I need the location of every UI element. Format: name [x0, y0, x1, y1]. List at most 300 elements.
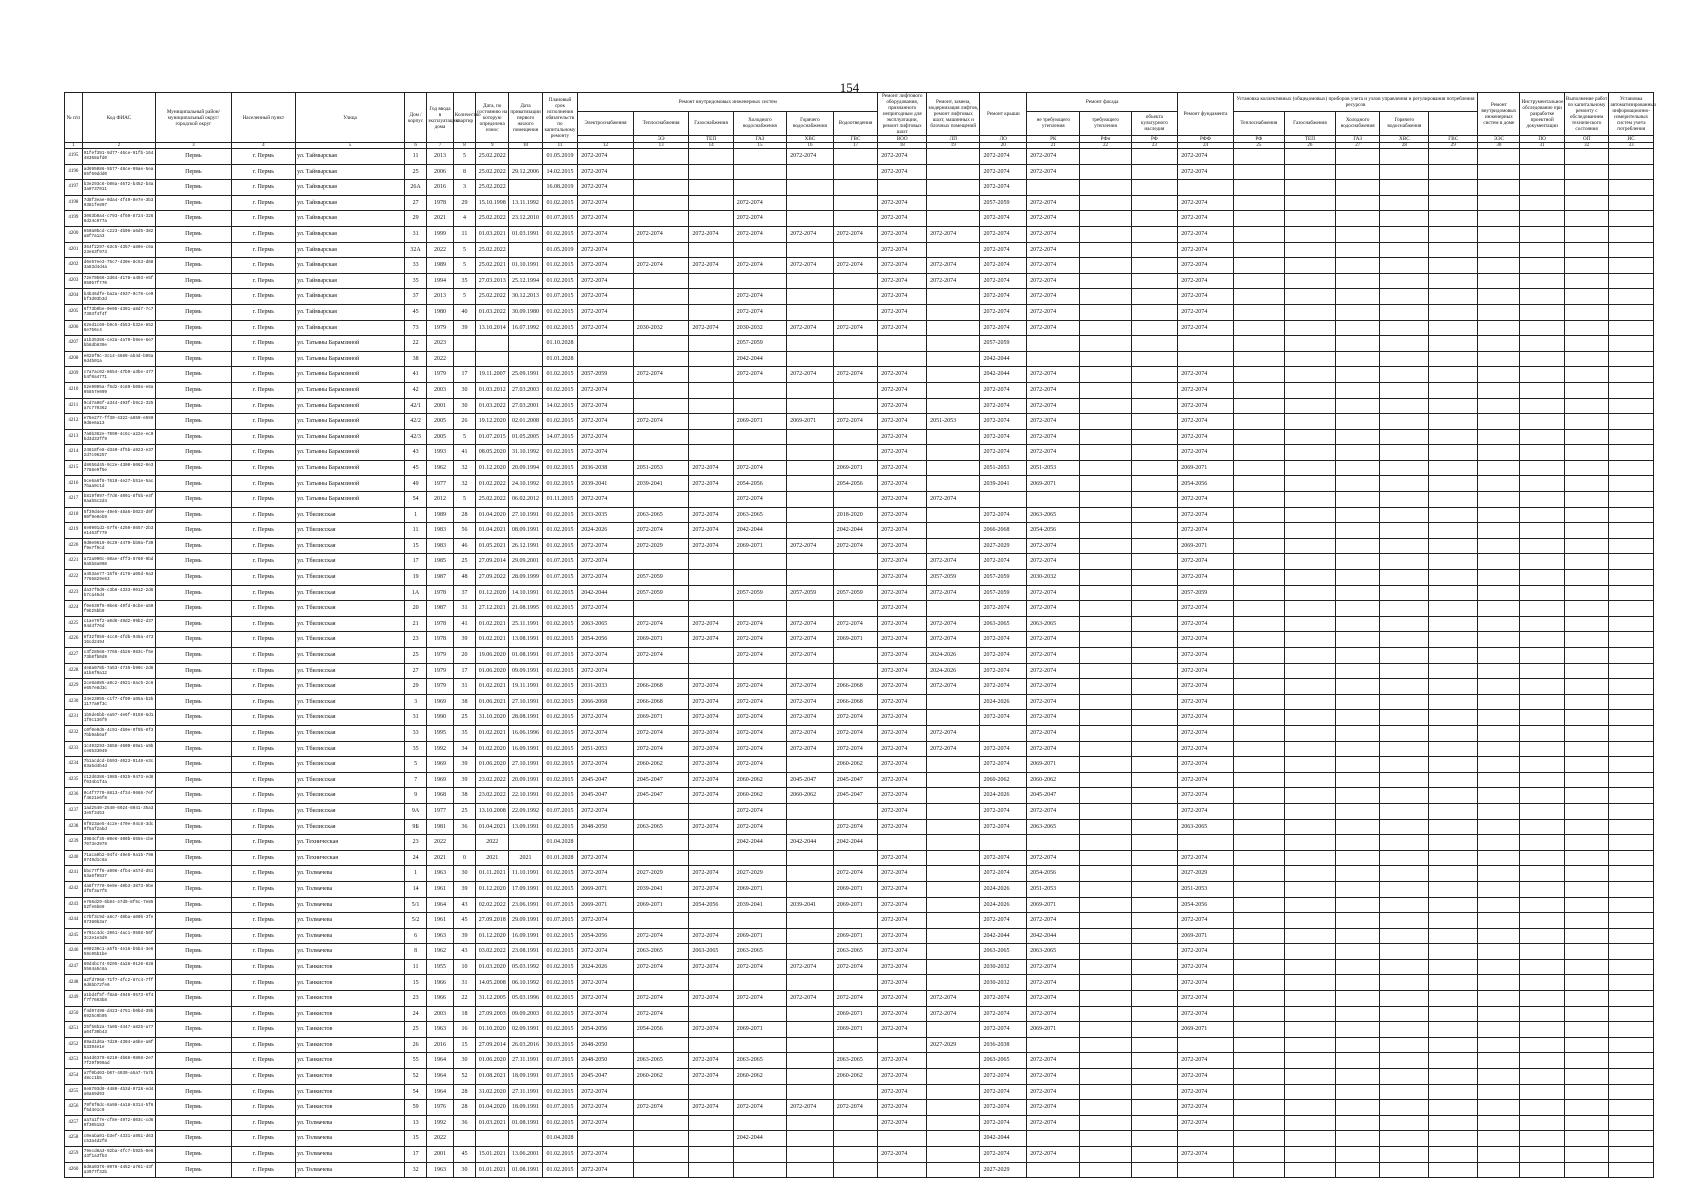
empty-cell: [1429, 928, 1478, 944]
elevator-term: 2072-2074: [878, 616, 927, 632]
empty-cell: [1429, 492, 1478, 508]
municipality: Пермь: [156, 538, 232, 554]
street: ул. Татьяны Барамзиной: [296, 398, 405, 414]
heat-term: [633, 242, 689, 258]
year-built: 1969: [427, 772, 454, 788]
empty-cell: [1429, 195, 1478, 211]
electric-term: 2072-2074: [578, 725, 634, 741]
empty-cell: [1478, 164, 1520, 180]
date-wear: 15.01.2021: [476, 1147, 509, 1163]
table-row: [65, 1037, 1654, 1053]
facade-heritage-term: [1131, 445, 1178, 461]
municipality: Пермь: [156, 585, 232, 601]
empty-cell: [1609, 242, 1654, 258]
empty-cell: [1564, 928, 1608, 944]
code-cell: ГВС: [1429, 136, 1478, 143]
elevator-shaft-term: [927, 429, 980, 445]
cold-water-term: [733, 180, 786, 196]
th-m-extra: [1429, 111, 1478, 135]
foundation-term: 2072-2074: [1178, 1147, 1234, 1163]
facade-term: 2072-2074: [1027, 398, 1080, 414]
elevator-shaft-term: [927, 757, 980, 773]
empty-cell: [1478, 725, 1520, 741]
hot-water-term: 2057-2059: [787, 585, 834, 601]
empty-cell: [1520, 492, 1564, 508]
empty-cell: [1520, 336, 1564, 352]
fias-code: c0f0e0d5-4c91-4b0e-9f0b-8f37bb9ab6af: [82, 725, 155, 741]
apartments: 25: [453, 554, 475, 570]
column-number: 12: [578, 143, 634, 149]
municipality: Пермь: [156, 725, 232, 741]
house: 26: [404, 1037, 426, 1053]
gas-term: 2072-2074: [689, 507, 733, 523]
empty-cell: [1233, 913, 1284, 929]
empty-cell: [1478, 601, 1520, 617]
apartments: 34: [453, 741, 475, 757]
facade-warm-term: [1080, 803, 1131, 819]
fias-code: 7a6b362e-7090-4c6c-a22e-ec9bd3d33ff9: [82, 429, 155, 445]
elevator-term: 2072-2074: [878, 913, 927, 929]
empty-cell: [1564, 1006, 1608, 1022]
house: 11: [404, 149, 426, 165]
empty-cell: [1284, 460, 1335, 476]
facade-heritage-term: [1131, 866, 1178, 882]
deadline: 01.02.2015: [542, 476, 578, 492]
empty-cell: [1520, 725, 1564, 741]
facade-warm-term: [1080, 944, 1131, 960]
gas-term: [689, 429, 733, 445]
date-wear: 2022: [476, 835, 509, 851]
deadline: 01.02.2015: [542, 772, 578, 788]
street: ул. Тбилисская: [296, 710, 405, 726]
empty-cell: [1429, 959, 1478, 975]
empty-cell: [1335, 1053, 1379, 1069]
heat-term: [633, 445, 689, 461]
foundation-term: 2072-2074: [1178, 570, 1234, 586]
facade-term: 2072-2074: [1027, 663, 1080, 679]
apartments: 15: [453, 1037, 475, 1053]
facade-term: 2072-2074: [1027, 648, 1080, 664]
house: 43: [404, 445, 426, 461]
street: ул. Тбилисская: [296, 757, 405, 773]
table-row: [65, 1100, 1654, 1116]
apartments: 39: [453, 772, 475, 788]
elevator-term: 2072-2074: [878, 772, 927, 788]
house: 32А: [404, 242, 426, 258]
municipality: Пермь: [156, 601, 232, 617]
empty-cell: [1478, 351, 1520, 367]
municipality: Пермь: [156, 881, 232, 897]
empty-cell: [1335, 149, 1379, 165]
roof-term: 2063-2065: [980, 1053, 1027, 1069]
street: ул. Танкистов: [296, 1084, 405, 1100]
row-number: 4254: [65, 1069, 83, 1085]
empty-cell: [1380, 835, 1429, 851]
empty-cell: [1564, 226, 1608, 242]
empty-cell: [1284, 772, 1335, 788]
row-number: 4238: [65, 819, 83, 835]
facade-heritage-term: [1131, 788, 1178, 804]
house: 23: [404, 991, 426, 1007]
municipality: Пермь: [156, 694, 232, 710]
empty-cell: [1335, 881, 1379, 897]
row-number: 4218: [65, 507, 83, 523]
empty-cell: [1564, 881, 1608, 897]
electric-term: 2072-2074: [578, 663, 634, 679]
empty-cell: [1335, 679, 1379, 695]
empty-cell: [1233, 226, 1284, 242]
facade-warm-term: [1080, 913, 1131, 929]
elevator-shaft-term: [927, 1162, 980, 1178]
hot-water-term: 2039-2041: [787, 897, 834, 913]
foundation-term: 2072-2074: [1178, 1100, 1234, 1116]
facade-term: 2030-2032: [1027, 570, 1080, 586]
empty-cell: [1284, 835, 1335, 851]
empty-cell: [1380, 1162, 1429, 1178]
date-privatization: 01.05.2005: [509, 429, 542, 445]
empty-cell: [1609, 382, 1654, 398]
sewer-term: [833, 850, 878, 866]
heat-term: 2072-2074: [633, 959, 689, 975]
column-number: 4: [231, 143, 295, 149]
row-number: 4205: [65, 304, 83, 320]
date-wear: 25.02.2022: [476, 211, 509, 227]
sewer-term: 2054-2056: [833, 476, 878, 492]
settlement: г. Пермь: [231, 866, 295, 882]
electric-term: 2072-2074: [578, 242, 634, 258]
deadline: 01.02.2015: [542, 928, 578, 944]
fias-code: d8656d45-9c2e-4300-8062-0e37788e9f5e: [82, 460, 155, 476]
facade-term: 2072-2074: [1027, 367, 1080, 383]
house: 9А: [404, 803, 426, 819]
settlement: г. Пермь: [231, 601, 295, 617]
year-built: 2013: [427, 149, 454, 165]
sewer-term: [833, 1084, 878, 1100]
empty-cell: [1609, 289, 1654, 305]
empty-cell: [1284, 850, 1335, 866]
facade-term: 2072-2074: [1027, 1006, 1080, 1022]
facade-term: 2072-2074: [1027, 289, 1080, 305]
cold-water-term: 2072-2074: [733, 304, 786, 320]
street: ул. Тбилисская: [296, 725, 405, 741]
column-number: 13: [633, 143, 689, 149]
apartments: 30: [453, 1053, 475, 1069]
hot-water-term: [787, 663, 834, 679]
column-number: 5: [296, 143, 405, 149]
empty-cell: [1380, 149, 1429, 165]
elevator-term: 2072-2074: [878, 258, 927, 274]
heat-term: 2072-2074: [633, 616, 689, 632]
date-privatization: 02.01.2008: [509, 414, 542, 430]
sewer-term: 2072-2074: [833, 226, 878, 242]
electric-term: 2072-2074: [578, 944, 634, 960]
fias-code: c7a7ac02-8654-47b9-a3be-477b4f0a4771: [82, 367, 155, 383]
empty-cell: [1609, 710, 1654, 726]
sewer-term: 2072-2074: [833, 725, 878, 741]
deadline: 01.02.2015: [542, 616, 578, 632]
apartments: 4: [453, 211, 475, 227]
fias-code: c7bf3c9d-a8c7-40ba-a00b-3fe97380b3a7: [82, 913, 155, 929]
year-built: 1963: [427, 866, 454, 882]
electric-term: 2039-2041: [578, 476, 634, 492]
elevator-term: 2072-2074: [878, 1022, 927, 1038]
roof-term: 2072-2074: [980, 913, 1027, 929]
facade-term: 2072-2074: [1027, 538, 1080, 554]
deadline: 01.02.2015: [542, 507, 578, 523]
empty-cell: [1520, 1006, 1564, 1022]
elevator-shaft-term: 2027-2029: [927, 1037, 980, 1053]
foundation-term: 2072-2074: [1178, 382, 1234, 398]
empty-cell: [1380, 585, 1429, 601]
facade-term: 2060-2062: [1027, 772, 1080, 788]
hot-water-term: [787, 913, 834, 929]
row-number: 4232: [65, 725, 83, 741]
sewer-term: [833, 351, 878, 367]
empty-cell: [1233, 741, 1284, 757]
street: ул. Техническая: [296, 850, 405, 866]
empty-cell: [1520, 398, 1564, 414]
elevator-term: 2072-2074: [878, 897, 927, 913]
roof-term: 2072-2074: [980, 226, 1027, 242]
deadline: 01.02.2015: [542, 819, 578, 835]
empty-cell: [1284, 538, 1335, 554]
hot-water-term: 2072-2074: [787, 648, 834, 664]
fias-code: 24618fe8-d340-4f5b-a923-e372d7c96257: [82, 445, 155, 461]
empty-cell: [1520, 991, 1564, 1007]
th-meters-group: Установка коллективных (общедомовых) приборов учета и узлов управления и регулирования потребления ресурсов: [1233, 93, 1477, 112]
empty-cell: [1233, 336, 1284, 352]
empty-cell: [1564, 944, 1608, 960]
cold-water-term: [733, 149, 786, 165]
empty-cell: [1609, 616, 1654, 632]
fias-code: d6e57ee3-75c7-430e-8c53-d683a63d4d4a: [82, 258, 155, 274]
foundation-term: 2072-2074: [1178, 445, 1234, 461]
empty-cell: [1478, 850, 1520, 866]
empty-cell: [1284, 523, 1335, 539]
column-number: 14: [689, 143, 733, 149]
facade-term: [1027, 835, 1080, 851]
table-row: [65, 897, 1654, 913]
house: 31: [404, 710, 426, 726]
date-privatization: 28.09.1999: [509, 570, 542, 586]
apartments: 16: [453, 1022, 475, 1038]
electric-term: 2072-2074: [578, 429, 634, 445]
facade-term: 2072-2074: [1027, 1084, 1080, 1100]
year-built: 2022: [427, 351, 454, 367]
th-year-built: Год ввода в эксплуатацию дома: [427, 93, 454, 143]
empty-cell: [1609, 523, 1654, 539]
foundation-term: 2072-2074: [1178, 710, 1234, 726]
empty-cell: [1520, 304, 1564, 320]
electric-term: 2072-2074: [578, 304, 634, 320]
deadline: 01.04.2028: [542, 1131, 578, 1147]
facade-heritage-term: [1131, 959, 1178, 975]
elevator-shaft-term: [927, 1022, 980, 1038]
row-number: 4228: [65, 663, 83, 679]
elevator-term: 2072-2074: [878, 460, 927, 476]
empty-cell: [1429, 1100, 1478, 1116]
date-wear: 01.12.2020: [476, 928, 509, 944]
foundation-term: 2063-2065: [1178, 819, 1234, 835]
electric-term: 2072-2074: [578, 289, 634, 305]
table-row: [65, 694, 1654, 710]
settlement: г. Пермь: [231, 1100, 295, 1116]
row-number: 4257: [65, 1115, 83, 1131]
foundation-term: [1178, 336, 1234, 352]
heat-term: 2063-2065: [633, 819, 689, 835]
settlement: г. Пермь: [231, 928, 295, 944]
roof-term: 2042-2044: [980, 928, 1027, 944]
column-number: 11: [542, 143, 578, 149]
row-number: 4206: [65, 320, 83, 336]
year-built: 2022: [427, 242, 454, 258]
municipality: Пермь: [156, 523, 232, 539]
heat-term: 2069-2071: [633, 710, 689, 726]
date-privatization: 25.09.1991: [509, 367, 542, 383]
facade-term: 2072-2074: [1027, 601, 1080, 617]
hot-water-term: [787, 803, 834, 819]
deadline: 01.02.2015: [542, 320, 578, 336]
house: 37: [404, 289, 426, 305]
sewer-term: [833, 398, 878, 414]
apartments: 30: [453, 866, 475, 882]
date-wear: 31.02.2020: [476, 1084, 509, 1100]
heat-term: [633, 164, 689, 180]
heat-term: 2039-2041: [633, 881, 689, 897]
apartments: [453, 835, 475, 851]
elevator-shaft-term: [927, 1084, 980, 1100]
year-built: 1987: [427, 601, 454, 617]
code-cell: ПО: [1520, 136, 1564, 143]
code-cell: ТЕП: [1284, 136, 1335, 143]
apartments: 5: [453, 492, 475, 508]
date-privatization: 23.08.1991: [509, 944, 542, 960]
row-number: 4253: [65, 1053, 83, 1069]
date-privatization: 22.09.1992: [509, 803, 542, 819]
row-number: 4235: [65, 772, 83, 788]
heat-term: 2060-2062: [633, 1069, 689, 1085]
electric-term: 2054-2056: [578, 928, 634, 944]
empty-cell: [1233, 616, 1284, 632]
facade-warm-term: [1080, 195, 1131, 211]
year-built: 1978: [427, 632, 454, 648]
facade-heritage-term: [1131, 414, 1178, 430]
year-built: 2021: [427, 211, 454, 227]
facade-term: [1027, 1037, 1080, 1053]
roof-term: 2024-2026: [980, 881, 1027, 897]
electric-term: 2048-2050: [578, 1037, 634, 1053]
street: ул. Тбилисская: [296, 585, 405, 601]
empty-cell: [1609, 1100, 1654, 1116]
empty-cell: [1233, 710, 1284, 726]
facade-heritage-term: [1131, 1037, 1178, 1053]
empty-cell: [1609, 897, 1654, 913]
facade-heritage-term: [1131, 694, 1178, 710]
street: ул. Тбилисская: [296, 819, 405, 835]
gas-term: [689, 601, 733, 617]
code-cell: ЛО: [980, 136, 1027, 143]
foundation-term: 2072-2074: [1178, 616, 1234, 632]
facade-term: 2051-2053: [1027, 460, 1080, 476]
empty-cell: [1233, 897, 1284, 913]
deadline: 01.07.2015: [542, 648, 578, 664]
gas-term: 2072-2074: [689, 1069, 733, 1085]
empty-cell: [1233, 195, 1284, 211]
empty-cell: [1429, 164, 1478, 180]
date-privatization: [509, 336, 542, 352]
street: ул. Толмачева: [296, 1147, 405, 1163]
table-row: [65, 944, 1654, 960]
foundation-term: 2072-2074: [1178, 211, 1234, 227]
empty-cell: [1520, 663, 1564, 679]
empty-cell: [1284, 320, 1335, 336]
electric-term: 2072-2074: [578, 226, 634, 242]
sewer-term: 2057-2059: [833, 585, 878, 601]
settlement: г. Пермь: [231, 211, 295, 227]
facade-warm-term: [1080, 1084, 1131, 1100]
settlement: г. Пермь: [231, 320, 295, 336]
sewer-term: 2072-2074: [833, 991, 878, 1007]
row-number: 4223: [65, 585, 83, 601]
year-built: 1977: [427, 476, 454, 492]
empty-cell: [1609, 601, 1654, 617]
fias-code: 8d6a0376-0978-4452-a761-43fa3977f32b: [82, 1162, 155, 1178]
code-cell: ИС: [1609, 136, 1654, 143]
facade-warm-term: [1080, 835, 1131, 851]
facade-heritage-term: [1131, 195, 1178, 211]
house: 42/3: [404, 429, 426, 445]
th-house: Дом / корпус: [404, 93, 426, 143]
empty-cell: [1233, 648, 1284, 664]
table-row: [65, 803, 1654, 819]
cold-water-term: [733, 570, 786, 586]
street: ул. Тбилисская: [296, 694, 405, 710]
empty-cell: [1335, 585, 1379, 601]
row-number: 4233: [65, 741, 83, 757]
table-row: [65, 570, 1654, 586]
sewer-term: [833, 382, 878, 398]
municipality: Пермь: [156, 897, 232, 913]
gas-term: 2072-2074: [689, 694, 733, 710]
foundation-term: 2072-2074: [1178, 975, 1234, 991]
roof-term: 2072-2074: [980, 1069, 1027, 1085]
municipality: Пермь: [156, 928, 232, 944]
hot-water-term: [787, 1131, 834, 1147]
foundation-term: 2072-2074: [1178, 991, 1234, 1007]
street: ул. Таймырская: [296, 273, 405, 289]
cold-water-term: [733, 242, 786, 258]
deadline: 16.08.2019: [542, 180, 578, 196]
settlement: г. Пермь: [231, 414, 295, 430]
elevator-term: 2072-2074: [878, 944, 927, 960]
gas-term: 2072-2074: [689, 772, 733, 788]
empty-cell: [1520, 601, 1564, 617]
empty-cell: [1609, 1131, 1654, 1147]
facade-warm-term: [1080, 772, 1131, 788]
empty-cell: [1233, 601, 1284, 617]
house: 1А: [404, 585, 426, 601]
table-row: [65, 414, 1654, 430]
empty-cell: [1233, 725, 1284, 741]
th-floors: Количество квартир: [453, 93, 475, 143]
sewer-term: 2072-2074: [833, 1100, 878, 1116]
elevator-term: 2072-2074: [878, 757, 927, 773]
facade-warm-term: [1080, 382, 1131, 398]
table-row: [65, 1022, 1654, 1038]
elevator-shaft-term: 2051-2053: [927, 414, 980, 430]
column-number: 33: [1609, 143, 1654, 149]
elevator-shaft-term: [927, 601, 980, 617]
